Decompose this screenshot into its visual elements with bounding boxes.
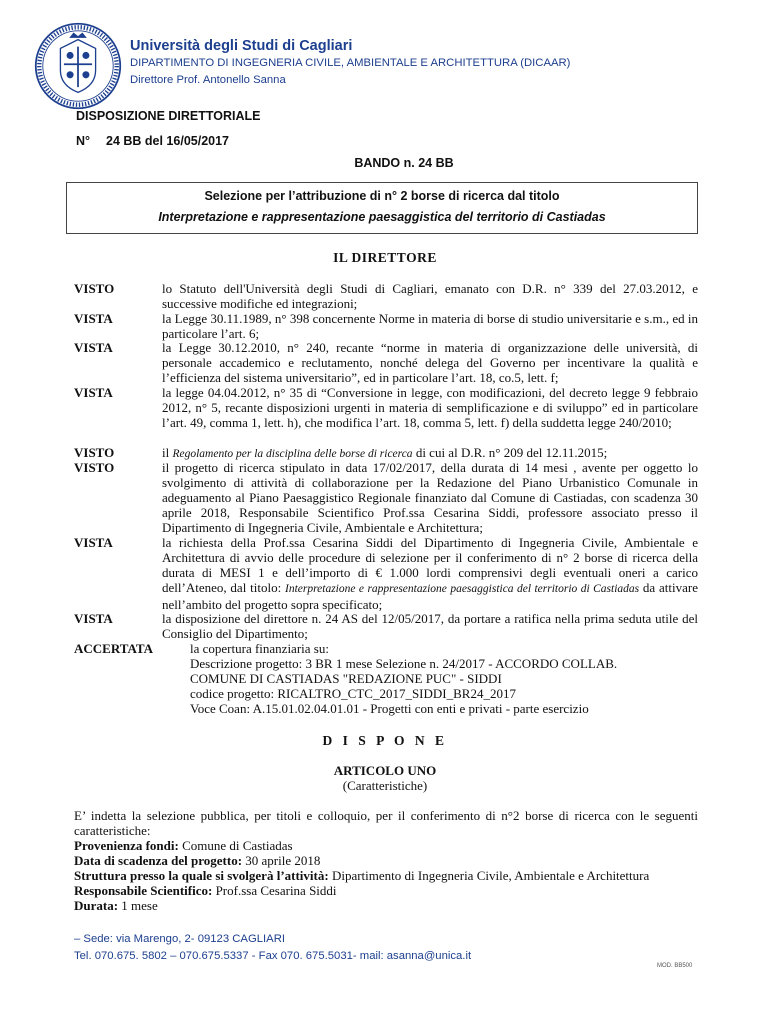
detail-row	[74, 898, 158, 914]
selection-subtitle: Interpretazione e rappresentazione paesaggistica del territorio di Castiadas	[158, 210, 606, 224]
number-label: N°	[76, 134, 91, 148]
premise-text	[162, 535, 698, 612]
heading-dispone: D I S P O N E	[322, 733, 448, 748]
accertata-line: la copertura finanziaria su:	[190, 641, 329, 656]
premise-text: lo Statuto dell'Università degli Studi di Cagliari, emanato con D.R. n° 339 del 27.03.2012, e successive modifiche ed integrazioni;	[162, 281, 698, 311]
premise-text: il progetto di ricerca stipulato in data 17/02/2017, della durata di 14 mesi , avente per oggetto lo svolgimento di attività di collaborazione per la Redazione del Piano Urbanistico Comunale in adeguamento al Piano Paesaggistico Regionale finanziato dal Comune di Castiadas, con scadenza 30 aprile 2018, Responsabile Scientifico Prof.ssa Cesarina Siddi, professore associato presso il Dipartimento di Ingegneria Civile, Ambientale e Architettura;	[162, 460, 698, 535]
university-name: Università degli Studi di Cagliari	[130, 38, 353, 54]
detail-label: Provenienza fondi:	[74, 838, 179, 853]
premise-text: la Legge 30.12.2010, n° 240, recante “norme in materia di organizzazione delle università, di personale accademico e reclutamento, nonché delega del Governo per incentivare la qualità e l’efficienza del sistema universitario”, ed in particolare l’art. 18, co.5, lett. f;	[162, 340, 698, 385]
premise-text: la legge 04.04.2012, n° 35 di “Conversione in legge, con modificazioni, del decreto legge 9 febbraio 2012, n° 5, recante disposizioni urgenti in materia di semplificazione e di sviluppo” ed in particolare l’art. 49, comma 1, lett. h), che modifica l’art. 18, comma 5, lett. f) della suddetta legge 240/2010;	[162, 385, 698, 430]
accertata-line: COMUNE DI CASTIADAS "REDAZIONE PUC" - SIDDI	[190, 671, 502, 686]
detail-label: Struttura presso la quale si svolgerà l’attività:	[74, 868, 329, 883]
detail-value: Prof.ssa Cesarina Siddi	[212, 883, 337, 898]
premise-label: VISTO	[74, 281, 115, 296]
premise-label: VISTA	[74, 311, 113, 326]
premise-label: VISTO	[74, 460, 115, 475]
number-value: 24 BB del 16/05/2017	[106, 134, 229, 148]
detail-label: Durata:	[74, 898, 119, 913]
accertata-line: codice progetto: RICALTRO_CTC_2017_SIDDI_BR24_2017	[190, 686, 516, 701]
detail-label: Responsabile Scientifico:	[74, 883, 213, 898]
footer-address: – Sede: via Marengo, 2- 09123 CAGLIARI	[74, 933, 285, 945]
accertata-label: ACCERTATA	[74, 641, 153, 656]
premise-label: VISTA	[74, 611, 113, 626]
premise-label: VISTA	[74, 535, 113, 550]
detail-row	[74, 868, 649, 884]
selection-title: Selezione per l’attribuzione di n° 2 borse di ricerca dal titolo	[204, 189, 560, 203]
detail-label: Data di scadenza del progetto:	[74, 853, 243, 868]
premise-text: la disposizione del direttore n. 24 AS del 12/05/2017, da portare a ratifica nella prima seduta utile del Consiglio del Dipartimento;	[162, 611, 698, 641]
premise-text-post: da attivare nell’ambito del progetto sopra specificato;	[162, 580, 698, 612]
accertata-line: Descrizione progetto: 3 BR 1 mese Selezione n. 24/2017 - ACCORDO COLLAB.	[190, 656, 618, 671]
article-title: ARTICOLO UNO	[333, 763, 437, 778]
detail-row	[74, 838, 293, 854]
premise-text-pre: la richiesta della Prof.ssa Cesarina Siddi del Dipartimento di Ingegneria Civile, Ambientale e Architettura di avvio delle procedure di selezione per il conferimento di n° 2 borse di ricerca della durata di MESI 1 e dell’importo di € 1.000 lordi comprensivi degli eventuali oneri a carico dell’Ateneo, dal titolo:	[162, 535, 698, 595]
bando-title: BANDO n. 24 BB	[354, 156, 454, 170]
detail-row	[74, 883, 337, 899]
university-seal-logo	[34, 22, 122, 110]
detail-value: Comune di Castiadas	[178, 838, 293, 853]
document-type: DISPOSIZIONE DIRETTORIALE	[76, 109, 261, 123]
module-code: MOD. BB500	[657, 963, 693, 969]
detail-value: Dipartimento di Ingegneria Civile, Ambientale e Architettura	[328, 868, 650, 883]
project-title: Interpretazione e rappresentazione paesaggistica del territorio di Castiadas	[285, 583, 640, 595]
director-name: Direttore Prof. Antonello Sanna	[130, 74, 286, 86]
heading-il-direttore: IL DIRETTORE	[333, 250, 437, 265]
detail-value: 1 mese	[118, 898, 158, 913]
regulation-title: Regolamento per la disciplina delle borse di ricerca	[172, 448, 413, 460]
premise-label: VISTA	[74, 340, 113, 355]
premise-text: la Legge 30.11.1989, n° 398 concernente Norme in materia di borse di studio universitarie e s.m., ed in particolare l’art. 6;	[162, 311, 698, 341]
selection-box	[66, 182, 698, 234]
department-name: DIPARTIMENTO DI INGEGNERIA CIVILE, AMBIENTALE E ARCHITETTURA (DICAAR)	[130, 57, 571, 69]
article-subtitle: (Caratteristiche)	[342, 778, 428, 793]
premise-text-post: di cui al D.R. n° 209 del 12.11.2015;	[412, 445, 608, 460]
footer-contacts: Tel. 070.675. 5802 – 070.675.5337 - Fax 070. 675.5031- mail: asanna@unica.it	[74, 950, 472, 962]
premise-text-pre: il	[162, 445, 173, 460]
selection-intro: E’ indetta la selezione pubblica, per titoli e colloquio, per il conferimento di n°2 borse di ricerca con le seguenti caratteristiche:	[74, 808, 698, 838]
detail-value: 30 aprile 2018	[242, 853, 321, 868]
accertata-line: Voce Coan: A.15.01.02.04.01.01 - Progetti con enti e privati - parte esercizio	[190, 701, 589, 716]
premise-label: VISTO	[74, 445, 115, 460]
detail-row	[74, 853, 320, 869]
premise-label: VISTA	[74, 385, 113, 400]
